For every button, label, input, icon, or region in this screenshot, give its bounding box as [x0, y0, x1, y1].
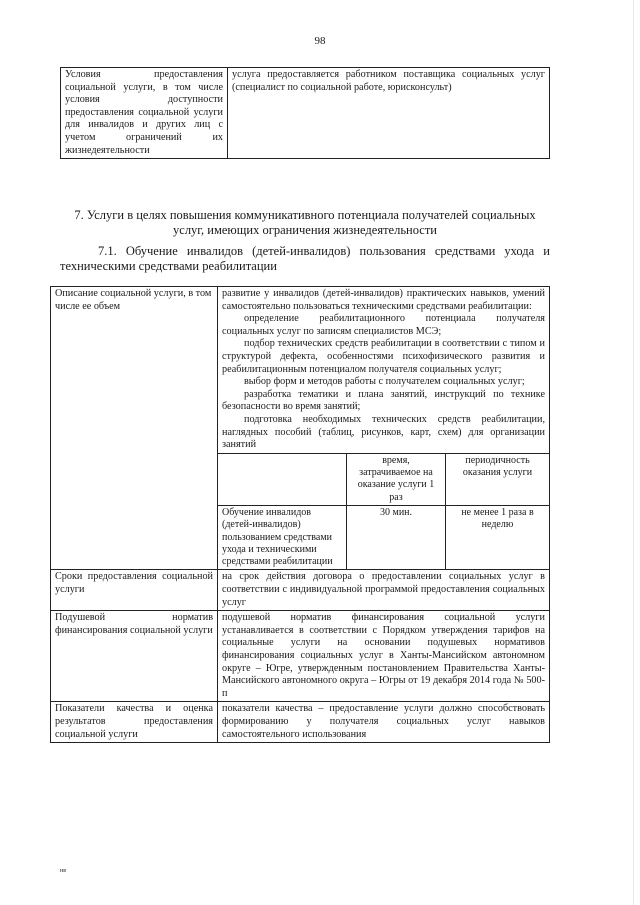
schedule-header-frequency: периодичность оказания услуги — [446, 453, 550, 505]
terms-label: Сроки предоставления социальной услуги — [51, 570, 218, 611]
description-paragraph: подбор технических средств реабилитации в соответствии с типом и структурой дефекта, особенностями психофизического развития и реабилитационным потенциалом получателя социальных услуг; — [222, 338, 545, 375]
terms-value: на срок действия договора о предоставлении социальных услуг в соответствии с индивидуальной программой предоставления социальных услуг — [218, 570, 550, 611]
page-edge-shadow — [633, 0, 634, 905]
description-paragraph: определение реабилитационного потенциала получателя социальных услуг по записям специалистов МСЭ; — [222, 313, 545, 337]
table-row — [51, 611, 550, 702]
description-paragraph: развитие у инвалидов (детей-инвалидов) практических навыков, умений самостоятельно пользоваться техническими средствами реабилитации: — [222, 288, 545, 312]
description-label: Описание социальной услуги, в том числе ее объем — [51, 287, 218, 570]
description-cell — [218, 287, 550, 570]
schedule-time-value: 30 мин. — [347, 505, 446, 569]
description-paragraph: выбор форм и методов работы с получателем социальных услуг; — [244, 376, 525, 388]
margin-mark: нв — [60, 868, 67, 874]
page-number: 98 — [314, 35, 326, 47]
schedule-header-empty — [218, 453, 347, 505]
description-paragraph: подготовка необходимых технических средств реабилитации, наглядных пособий (таблиц, рисунков, карт, схем) для организации занятий — [222, 413, 545, 451]
funding-value: подушевой норматив финансирования социальной услуги устанавливается в соответствии с Порядком утверждения тарифов на социальные услуги на основании подушевых нормативов финансирования социальных услуг в Ханты-Мансийском автономном округе – Югре, утвержденным постановлением Правительства Ханты-Мансийского автономного округа – Югры от 19 декабря 2014 года № 500-п — [218, 611, 550, 702]
conditions-table — [60, 67, 550, 159]
schedule-table — [218, 453, 549, 570]
table-row — [218, 505, 549, 569]
service-table — [50, 286, 550, 743]
table-row — [61, 68, 550, 159]
conditions-value: услуга предоставляется работником поставщика социальных услуг (специалист по социальной работе, юрисконсульт) — [228, 68, 550, 159]
table-row — [51, 570, 550, 611]
schedule-header-time: время, затрачиваемое на оказание услуги 1 раз — [347, 453, 446, 505]
table-row — [51, 287, 550, 570]
subsection-heading: 7.1. Обучение инвалидов (детей-инвалидов) пользования средствами ухода и техническими средствами реабилитации — [60, 244, 550, 273]
schedule-frequency-value: не менее 1 раза в неделю — [446, 505, 550, 569]
quality-value: показатели качества – предоставление услуги должно способствовать формированию у получателя социальных услуг навыков самостоятельного использования — [218, 702, 550, 743]
description-paragraph: разработка тематики и плана занятий, инструкций по технике безопасности во время занятий; — [222, 388, 545, 413]
table-row — [218, 453, 549, 505]
schedule-service-name: Обучение инвалидов (детей-инвалидов) пользованием средствами ухода и техническими средствами реабилитации — [218, 505, 347, 569]
quality-label: Показатели качества и оценка результатов предоставления социальной услуги — [51, 702, 218, 743]
section-heading: 7. Услуги в целях повышения коммуникативного потенциала получателей социальных услуг, имеющих ограничения жизнедеятельности — [74, 208, 536, 237]
table-row — [51, 702, 550, 743]
funding-label: Подушевой норматив финансирования социальной услуги — [51, 611, 218, 702]
conditions-label: Условия предоставления социальной услуги, в том числе условия доступности предоставления социальной услуги для инвалидов и других лиц с учетом ограничений их жизнедеятельности — [61, 68, 228, 159]
